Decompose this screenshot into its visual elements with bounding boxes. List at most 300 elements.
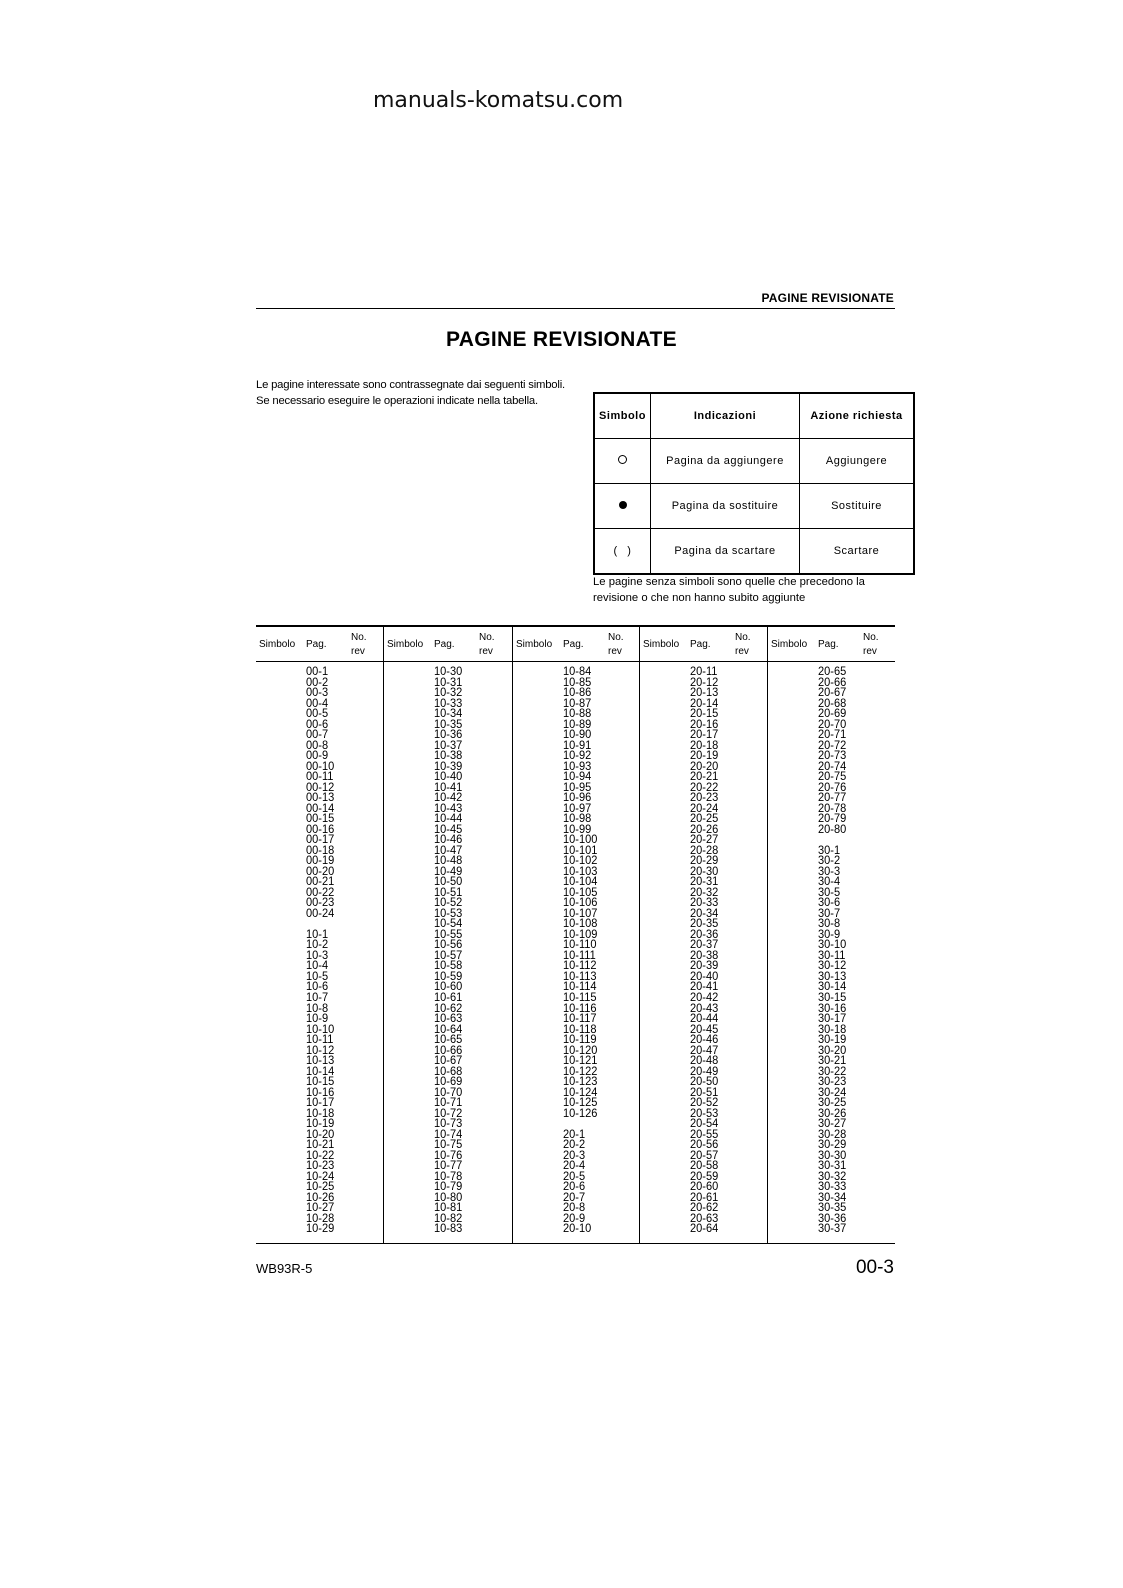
page-entry: 10-13 [306,1053,335,1068]
page-entry: 20-62 [690,1200,719,1215]
page-entry: 10-107 [563,905,598,920]
page-entry: 10-8 [306,1000,329,1015]
page-entry: 10-45 [434,821,463,836]
page-entry: 10-32 [434,685,463,700]
page-entry: 20-78 [818,800,847,815]
page-entry: 10-19 [306,1116,335,1131]
page-entry: 20-36 [690,926,719,941]
page-list [434,666,465,1234]
page-entry: 30-9 [818,926,841,941]
column-header-simbolo: Simbolo [643,639,680,650]
page-entry: 10-113 [563,968,597,983]
page-entry: 10-116 [563,1000,597,1015]
page-entry: 20-2 [563,1137,586,1152]
page-entry: 10-51 [434,884,463,899]
page-entry: 20-38 [690,947,719,962]
page-entry: 20-17 [690,727,719,742]
page-entry: 00-23 [306,895,335,910]
page-entry: 30-23 [818,1074,847,1089]
page-entry: 00-8 [306,737,329,752]
page-entry: 10-106 [563,895,598,910]
page-entry: 20-4 [563,1158,586,1173]
page-entry: 10-53 [434,905,463,920]
legend-header-azione: Azione richiesta [800,393,915,439]
page-entry: 20-29 [690,853,719,868]
page-entry: 30-27 [818,1116,847,1131]
page-entry: 30-22 [818,1063,847,1078]
legend-row [594,529,914,575]
page-entry: 10-56 [434,937,463,952]
page-entry: 30-21 [818,1053,847,1068]
page-entry: 30-2 [818,853,841,868]
page-entry: 10-73 [434,1116,463,1131]
page-entry: 10-55 [434,926,463,941]
page-entry: 20-23 [690,790,719,805]
page-entry: 10-103 [563,863,598,878]
filled-circle-icon [619,501,627,509]
page-entry: 00-24 [306,905,335,920]
page-entry: 10-42 [434,790,463,805]
page-entry: 10-68 [434,1063,463,1078]
column-header-rev-line1: No. [608,632,624,643]
page-entry: 00-21 [306,874,335,889]
page-entry: 10-125 [563,1095,598,1110]
page-entry: 20-43 [690,1000,719,1015]
page-entry: 10-126 [563,1105,598,1120]
page-entry: 30-29 [818,1137,847,1152]
page-entry: 10-91 [563,737,592,752]
page-entry: 20-70 [818,716,847,731]
column-header-rev-line1: No. [351,632,367,643]
page-entry: 30-16 [818,1000,847,1015]
column-header-rev [608,631,624,659]
page-entry: 20-64 [690,1221,719,1236]
page-entry: 10-60 [434,979,463,994]
page-entry: 20-52 [690,1095,719,1110]
page-entry: 20-42 [690,989,719,1004]
page-entry: 30-26 [818,1105,847,1120]
page-entry: 20-7 [563,1189,586,1204]
column-header-pag: Pag. [306,639,327,650]
page-entry: 10-75 [434,1137,463,1152]
page-entry: 10-96 [563,790,592,805]
footer-page-number: 00-3 [855,1257,894,1278]
page-entry: 00-5 [306,706,329,721]
page-entry: 20-12 [690,674,719,689]
legend-action: Sostituire [800,484,915,529]
column-header-rev [735,631,751,659]
page-entry: 10-85 [563,674,592,689]
page-entry: 20-1 [563,1126,586,1141]
page-column [639,627,768,1243]
column-header-pag: Pag. [434,639,455,650]
page-entry: 30-3 [818,863,841,878]
page-entry: 20-48 [690,1053,719,1068]
page-entry: 00-6 [306,716,329,731]
column-header-pag: Pag. [690,639,711,650]
page-entry: 10-77 [434,1158,463,1173]
page-entry: 20-13 [690,685,719,700]
running-header: PAGINE REVISIONATE [761,291,894,305]
column-header-simbolo: Simbolo [259,639,296,650]
page-entry: 00-16 [306,821,335,836]
column-header-rev [479,631,495,659]
page-entry: 10-90 [563,727,592,742]
page-entry: 10-67 [434,1053,463,1068]
column-header-simbolo: Simbolo [387,639,424,650]
page-entry: 10-72 [434,1105,463,1120]
page-entry: 10-24 [306,1168,335,1183]
page-entry: 00-14 [306,800,335,815]
page-entry: 10-26 [306,1189,335,1204]
page-entry: 10-78 [434,1168,463,1183]
page-entry: 20-24 [690,800,719,815]
legend-symbol-cell [594,439,651,484]
page-entry: 20-41 [690,979,719,994]
page-column [256,627,383,1243]
legend-row [594,439,914,484]
page-entry: 10-102 [563,853,598,868]
page-entry: 20-46 [690,1032,719,1047]
page-entry: 20-53 [690,1105,719,1120]
column-header-rev-line2: rev [735,646,749,657]
page-entry: 30-35 [818,1200,847,1215]
page-entry: 10-3 [306,947,329,962]
page-entry: 10-123 [563,1074,598,1089]
page-entry: 10-29 [306,1221,335,1236]
page-entry: 10-17 [306,1095,335,1110]
column-header-rev-line2: rev [863,646,877,657]
page-entry: 20-80 [818,821,847,836]
page-entry: 30-31 [818,1158,847,1173]
page-entry: 10-34 [434,706,463,721]
page-entry: 10-14 [306,1063,335,1078]
page-entry: 10-5 [306,968,329,983]
page-entry: 20-68 [818,695,847,710]
page-entry: 10-40 [434,769,463,784]
page-entry: 20-11 [690,664,718,678]
page-entry: 10-108 [563,916,598,931]
page-entry: 20-73 [818,748,847,763]
page-entry: 10-12 [306,1042,335,1057]
page-entry: 00-3 [306,685,329,700]
page-entry: 00-2 [306,674,329,689]
page-entry: 20-45 [690,1021,719,1036]
page-entry: 10-79 [434,1179,463,1194]
page-entry: 20-20 [690,758,719,773]
page-entry: 00-4 [306,695,329,710]
legend-action: Scartare [800,529,915,575]
page-entry: 10-95 [563,779,592,794]
page-entry: 30-8 [818,916,841,931]
page-entry: 20-57 [690,1147,719,1162]
page-entry: 00-13 [306,790,335,805]
page-entry: 20-59 [690,1168,719,1183]
page-list [306,666,337,1234]
column-header-rev-line2: rev [479,646,493,657]
page-entry: 20-16 [690,716,719,731]
page-entry: 30-37 [818,1221,847,1236]
page-entry: 10-84 [563,664,592,678]
page-entry: 10-119 [563,1032,597,1047]
page-entry: 00-10 [306,758,335,773]
page-entry: 10-48 [434,853,463,868]
legend-indication: Pagina da scartare [651,529,800,575]
page-entry: 10-2 [306,937,329,952]
page-entry: 20-33 [690,895,719,910]
page-entry: 20-21 [690,769,719,784]
page-entry: 10-63 [434,1011,463,1026]
column-header-rev-line1: No. [863,632,879,643]
page-entry: 10-99 [563,821,592,836]
legend-action: Aggiungere [800,439,915,484]
page-entry: 30-32 [818,1168,847,1183]
column-header-rev-line1: No. [479,632,495,643]
legend-header-indicazioni: Indicazioni [651,393,800,439]
page-entry: 00-17 [306,832,335,847]
page-column [767,627,896,1243]
page-entry: 30-30 [818,1147,847,1162]
page-entry: 20-6 [563,1179,586,1194]
page-entry: 10-76 [434,1147,463,1162]
page-entry: 30-24 [818,1084,847,1099]
page-title: PAGINE REVISIONATE [446,328,677,351]
note-text: Le pagine senza simboli sono quelle che precedono la revisione o che non hanno subito aggiunte [593,576,865,604]
page-entry: 20-63 [690,1210,719,1225]
page-entry: 20-65 [818,664,847,678]
page-entry: 10-58 [434,958,463,973]
page-entry: 20-30 [690,863,719,878]
page-entry: 10-47 [434,842,463,857]
page-entry: 10-37 [434,737,463,752]
page-entry: 30-10 [818,937,847,952]
page-entry: 10-49 [434,863,463,878]
page-entry: 10-41 [434,779,463,794]
footer-model: WB93R-5 [256,1261,313,1276]
column-header-pag: Pag. [818,639,839,650]
page-entry: 00-20 [306,863,335,878]
page-entry: 10-121 [563,1053,598,1068]
page-entry: 20-15 [690,706,719,721]
page-entry: 10-105 [563,884,598,899]
page-entry: 20-56 [690,1137,719,1152]
page-entry: 10-57 [434,947,463,962]
legend-row [594,484,914,529]
page-entry: 10-70 [434,1084,463,1099]
page-entry: 20-28 [690,842,719,857]
page-entry: 10-86 [563,685,592,700]
page-entry: 10-98 [563,811,592,826]
page-entry: 20-32 [690,884,719,899]
page-entry: 20-76 [818,779,847,794]
page-entry: 30-18 [818,1021,847,1036]
page-list [690,666,721,1234]
column-header-pag: Pag. [563,639,584,650]
intro-text: Le pagine interessate sono contrassegnate dai seguenti simboli. Se necessario eseguire le operazioni indicate nella tabella. [256,379,565,407]
page-entry: 20-35 [690,916,719,931]
page-entry: 20-25 [690,811,719,826]
page-entry: 10-54 [434,916,463,931]
page-entry: 10-16 [306,1084,335,1099]
page-entry: 20-61 [690,1189,719,1204]
column-header-rev-line1: No. [735,632,751,643]
page-entry: 00-1 [306,664,329,678]
page-entry: 10-44 [434,811,463,826]
page-entry: 10-15 [306,1074,335,1089]
page-entry: 20-39 [690,958,719,973]
page-entry: 20-54 [690,1116,719,1131]
page-entry: 10-23 [306,1158,335,1173]
page-entry: 20-44 [690,1011,719,1026]
page-entry: 10-104 [563,874,598,889]
page-entry: 10-120 [563,1042,598,1057]
column-header-rev-line2: rev [608,646,622,657]
page-entry: 10-115 [563,989,597,1004]
page-entry: 10-7 [306,989,329,1004]
page-entry: 20-3 [563,1147,586,1162]
page-entry: 10-66 [434,1042,463,1057]
header-rule [256,308,895,309]
page-entry: 30-20 [818,1042,847,1057]
page-entry: 10-101 [563,842,598,857]
page-entry: 20-69 [818,706,847,721]
legend-indication: Pagina da aggiungere [651,439,800,484]
column-header-simbolo: Simbolo [771,639,808,650]
page-entry: 30-1 [818,842,841,857]
page-entry: 20-67 [818,685,847,700]
page-entry: 30-6 [818,895,841,910]
page-entry: 10-74 [434,1126,463,1141]
page-entry: 10-25 [306,1179,335,1194]
page-entry: 10-64 [434,1021,463,1036]
page-entry: 10-59 [434,968,463,983]
page-entry: 20-49 [690,1063,719,1078]
page-entry: 30-12 [818,958,847,973]
page-entry: 10-82 [434,1210,463,1225]
page-entry: 10-31 [434,674,463,689]
page-entry: 10-36 [434,727,463,742]
page-entry: 10-93 [563,758,592,773]
page-entry: 10-61 [434,989,463,1004]
page-entry: 30-11 [818,947,846,962]
page-entry: 20-71 [818,727,847,742]
page-entry: 20-55 [690,1126,719,1141]
page-entry: 10-22 [306,1147,335,1162]
page-entry: 10-11 [306,1032,334,1047]
legend-table [593,392,915,575]
page-entry: 10-109 [563,926,598,941]
page-entry: 20-58 [690,1158,719,1173]
page-entry: 20-50 [690,1074,719,1089]
page-entry: 10-117 [563,1011,597,1026]
page-entry: 20-18 [690,737,719,752]
page-entry: 30-5 [818,884,841,899]
page-entry: 00-15 [306,811,335,826]
page-entry: 10-124 [563,1084,598,1099]
page-entry: 10-80 [434,1189,463,1204]
page-entry: 10-83 [434,1221,463,1236]
column-header-rev [863,631,879,659]
page-entry: 10-110 [563,937,597,952]
column-header-rev-line2: rev [351,646,365,657]
watermark: manuals-komatsu.com [373,88,624,113]
page-entry: 30-34 [818,1189,847,1204]
page-entry: 30-19 [818,1032,847,1047]
page-entry: 10-6 [306,979,329,994]
page-entry: 10-18 [306,1105,335,1120]
page-entry: 20-72 [818,737,847,752]
page-entry: 10-30 [434,664,463,678]
legend-symbol-cell [594,484,651,529]
page-entry: 10-87 [563,695,592,710]
page-entry: 20-66 [818,674,847,689]
page-entry: 10-38 [434,748,463,763]
page-list [818,666,849,1234]
page-entry: 00-22 [306,884,335,899]
page-entry: 20-34 [690,905,719,920]
open-circle-icon [618,455,627,464]
page-entry: 10-88 [563,706,592,721]
page-entry: 30-36 [818,1210,847,1225]
page-entry: 10-92 [563,748,592,763]
page-entry: 10-97 [563,800,592,815]
legend-symbol-parentheses: ( ) [594,529,651,575]
page-entry: 20-8 [563,1200,586,1215]
page-entry: 10-112 [563,958,597,973]
page-entry: 10-62 [434,1000,463,1015]
page-entry: 20-47 [690,1042,719,1057]
page-entry: 30-33 [818,1179,847,1194]
page-entry: 10-50 [434,874,463,889]
page-entry: 20-27 [690,832,719,847]
page-entry: 10-65 [434,1032,463,1047]
revised-pages-table [256,625,895,1244]
page-entry: 10-9 [306,1011,329,1026]
page-entry: 10-46 [434,832,463,847]
page-entry: 30-7 [818,905,841,920]
page-entry: 10-89 [563,716,592,731]
page-entry: 30-17 [818,1011,847,1026]
page-entry: 10-111 [563,947,596,962]
page-entry: 10-21 [306,1137,335,1152]
page-entry: 20-9 [563,1210,586,1225]
column-header-simbolo: Simbolo [516,639,553,650]
page-entry: 30-4 [818,874,841,889]
page-list [563,666,600,1234]
page-entry: 10-114 [563,979,597,994]
page-entry: 00-18 [306,842,335,857]
page-entry: 10-4 [306,958,329,973]
page-entry: 20-60 [690,1179,719,1194]
page-entry: 20-77 [818,790,847,805]
page-entry: 30-15 [818,989,847,1004]
page-entry: 20-5 [563,1168,586,1183]
page-entry: 20-37 [690,937,719,952]
page-entry: 20-19 [690,748,719,763]
page-column [512,627,640,1243]
page-entry: 20-40 [690,968,719,983]
page-entry: 10-100 [563,832,598,847]
page-entry: 10-20 [306,1126,335,1141]
page-entry: 30-14 [818,979,847,994]
legend-indication: Pagina da sostituire [651,484,800,529]
page-entry: 10-28 [306,1210,335,1225]
page-entry: 20-14 [690,695,719,710]
page-entry: 10-1 [306,926,329,941]
page-entry: 10-81 [434,1200,463,1215]
page-entry: 20-26 [690,821,719,836]
page-entry: 20-10 [563,1221,592,1236]
